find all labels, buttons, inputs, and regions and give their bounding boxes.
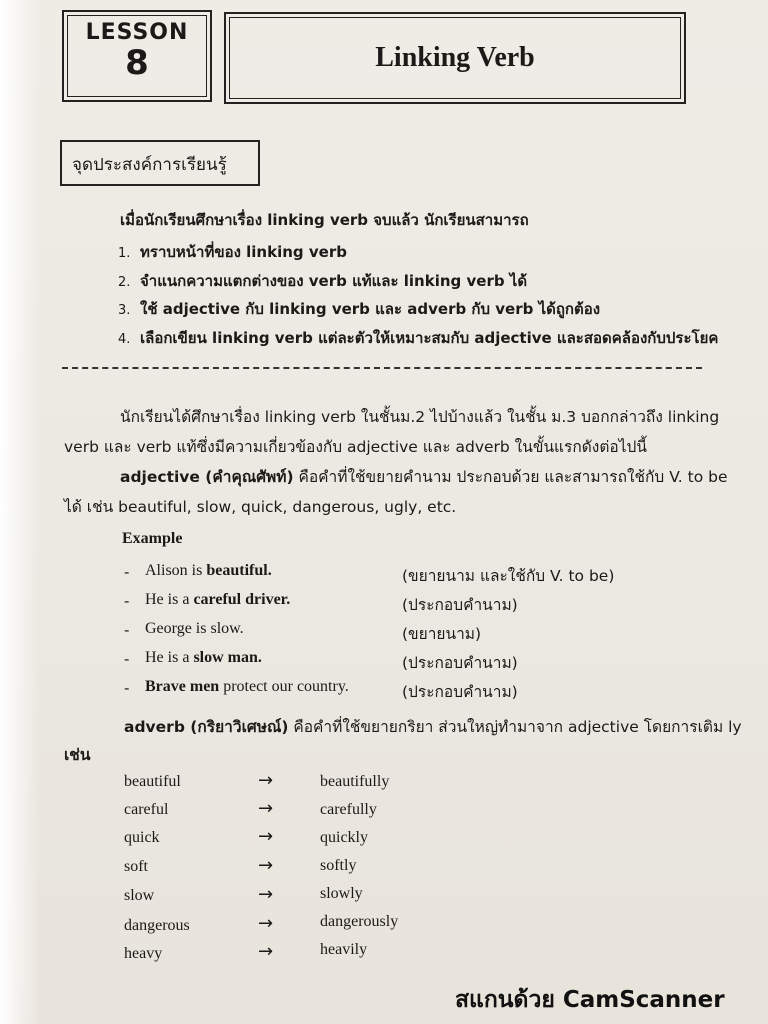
adjective-definition: adjective (คำคุณศัพท์) คือคำที่ใช้ขยายคำนาม ประกอบด้วย และสามารถใช้กับ V. to be bbox=[120, 468, 728, 486]
right-arrow-icon: → bbox=[258, 798, 274, 819]
paragraph-line: verb และ verb แท้ซึ่งมีความเกี่ยวข้องกับ adjective และ adverb ในขั้นแรกดังต่อไปนี้ bbox=[64, 438, 647, 456]
example-heading: Example bbox=[122, 530, 183, 547]
right-arrow-icon: → bbox=[258, 826, 274, 847]
adjective-word: beautiful bbox=[124, 773, 181, 790]
example-dash: - bbox=[124, 562, 130, 581]
paragraph-line: นักเรียนได้ศึกษาเรื่อง linking verb ในชั้นม.2 ไปบ้างแล้ว ในชั้น ม.3 บอกกล่าวถึง linking bbox=[120, 408, 720, 426]
right-arrow-icon: → bbox=[258, 855, 274, 876]
adjective-word: quick bbox=[124, 829, 160, 846]
adverb-word: carefully bbox=[320, 801, 377, 818]
adverb-word: beautifully bbox=[320, 773, 390, 790]
right-arrow-icon: → bbox=[258, 941, 274, 962]
right-arrow-icon: → bbox=[258, 770, 274, 791]
adjective-word: dangerous bbox=[124, 917, 190, 934]
adverb-word: quickly bbox=[320, 829, 368, 846]
adverb-word: slowly bbox=[320, 885, 363, 902]
adverb-word: softly bbox=[320, 857, 357, 874]
example-dash: - bbox=[124, 591, 130, 610]
adjective-word: heavy bbox=[124, 945, 163, 962]
example-sentence: He is a slow man. bbox=[145, 649, 262, 666]
example-note: (ประกอบคำนาม) bbox=[402, 654, 518, 672]
adjective-word: soft bbox=[124, 858, 148, 875]
example-sentence: George is slow. bbox=[145, 620, 244, 637]
example-sentence: He is a careful driver. bbox=[145, 591, 291, 608]
adjective-word: careful bbox=[124, 801, 169, 818]
objectives-intro: เมื่อนักเรียนศึกษาเรื่อง linking verb จบแล้ว นักเรียนสามารถ bbox=[120, 211, 529, 229]
example-note: (ประกอบคำนาม) bbox=[402, 596, 518, 614]
adjective-word: slow bbox=[124, 887, 155, 904]
example-note: (ประกอบคำนาม) bbox=[402, 683, 518, 701]
paragraph-line: ได้ เช่น beautiful, slow, quick, dangerous, ugly, etc. bbox=[64, 498, 457, 516]
adverb-term: adverb (กริยาวิเศษณ์) bbox=[124, 718, 289, 736]
camscanner-watermark: สแกนด้วย CamScanner bbox=[455, 987, 725, 1013]
example-dash: - bbox=[124, 620, 130, 639]
objectives-heading: จุดประสงค์การเรียนรู้ bbox=[60, 140, 260, 186]
example-sentence: Alison is beautiful. bbox=[145, 562, 272, 579]
dashed-divider bbox=[62, 367, 702, 369]
objective-item: 2. จำแนกความแตกต่างของ verb แท้และ linking verb ได้ bbox=[118, 272, 528, 290]
example-sentence: Brave men protect our country. bbox=[145, 678, 349, 695]
example-note: (ขยายนาม และใช้กับ V. to be) bbox=[402, 567, 615, 585]
adverb-word: heavily bbox=[320, 941, 368, 958]
lesson-title-box bbox=[224, 12, 686, 104]
lesson-title: Linking Verb bbox=[375, 42, 535, 73]
page-edge-shadow bbox=[0, 0, 40, 1024]
lesson-label: LESSON bbox=[85, 20, 189, 45]
adjective-term: adjective (คำคุณศัพท์) bbox=[120, 468, 294, 486]
example-note: (ขยายนาม) bbox=[402, 625, 482, 643]
lesson-number-box bbox=[62, 10, 212, 102]
objective-item: 4. เลือกเขียน linking verb แต่ละตัวให้เหมาะสมกับ adjective และสอดคล้องกับประโยค bbox=[118, 329, 719, 347]
right-arrow-icon: → bbox=[258, 884, 274, 905]
objective-item: 1. ทราบหน้าที่ของ linking verb bbox=[118, 243, 347, 261]
adverb-word: dangerously bbox=[320, 913, 399, 930]
lesson-number: 8 bbox=[125, 43, 149, 83]
example-dash: - bbox=[124, 649, 130, 668]
example-dash: - bbox=[124, 678, 130, 697]
paragraph-line: เช่น bbox=[64, 746, 91, 764]
adverb-definition: adverb (กริยาวิเศษณ์) คือคำที่ใช้ขยายกริยา ส่วนใหญ่ทำมาจาก adjective โดยการเติม ly bbox=[124, 718, 742, 736]
right-arrow-icon: → bbox=[258, 913, 274, 934]
objective-item: 3. ใช้ adjective กับ linking verb และ adverb กับ verb ได้ถูกต้อง bbox=[118, 300, 601, 318]
